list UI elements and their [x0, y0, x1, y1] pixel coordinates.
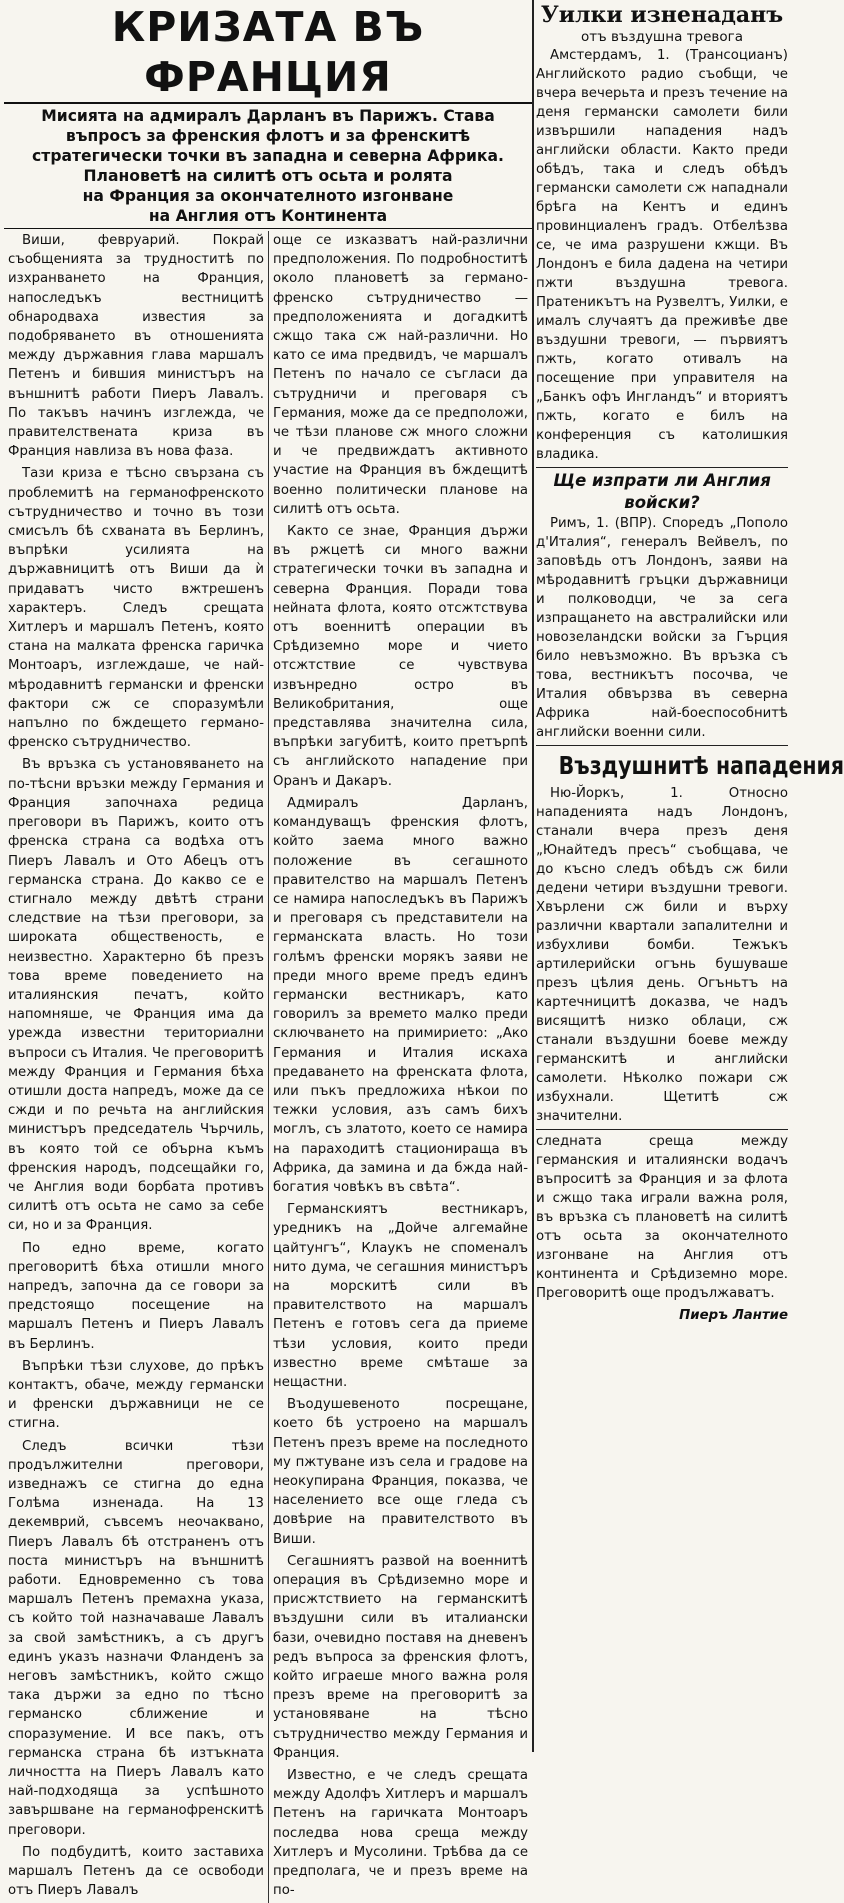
story-title: Въздушнитѣ нападения	[558, 751, 844, 780]
headline: КРИЗАТА ВЪ ФРАНЦИЯ	[4, 2, 532, 104]
story-body: Римъ, 1. (ВПР). Споредъ „Пополо д'Италия“, генералъ Вейвелъ, по заповѣдь отъ Лондонъ, заяви на мѣродавнитѣ гръцки държавници и полководци, че за сега изпращането на австралийски или новозеландски войски за Гърция било невъзможно. Въ връзка съ това, вестникътъ посочва, че Италия обвързва въ северна Африка най-боеспособнитѣ английски военни сили.	[536, 516, 788, 740]
subheadline-line: на Франция за окончателното изгонване	[82, 187, 454, 205]
story-subtitle: отъ въздушна тревога	[580, 29, 743, 45]
paragraph: още се изказватъ най-различни предположения. По подробноститѣ около плановетѣ за германо-френско сътрудничество — предположенията и догадкитѣ сжщо така сж най-различни. Но като се има предвидъ, че маршалъ Петенъ по начало се съгласи да сътрудничи и преговаря съ Германия, може да се предположи, че тѣзи планове сж много сложни и че предвиждатъ активното участие на Франция въ бждещитѣ военно политически планове на силитѣ отъ осьта.	[273, 233, 528, 517]
story-air-raids	[536, 748, 844, 1126]
paragraph: По едно време, когато преговоритѣ бѣха отишли много напредъ, започна да се говори за предстоящо посещение на маршалъ Петенъ и Пиеръ Лавалъ въ Берлинъ.	[8, 1240, 264, 1352]
paragraph: Германскиятъ вестникаръ, уредникъ на „Дойче алгемайне цайтунгъ“, Клаукъ не споменалъ нито дума, че сегашния министъръ на морскитѣ сили въ правителството на маршалъ Петенъ е готовъ сега да приеме тѣзи условия, които преди известно време смѣташе за нещастни.	[273, 1202, 528, 1390]
story-willkie	[536, 2, 788, 464]
story-title: Ще изпрати ли Англия войски?	[553, 471, 771, 512]
paragraph: По подбудитѣ, които заставиха маршалъ Петенъ да се освободи отъ Пиеръ Лавалъ	[8, 1844, 264, 1899]
story-troops	[536, 470, 788, 742]
paragraph: Въодушевеното посрещане, което бѣ устроено на маршалъ Петенъ презъ време на последното му пжтуване изъ села и градове на неокупирана Франция, показва, че населението все още гледа съ довѣрие на правителството въ Виши.	[273, 1397, 528, 1547]
paragraph: Адмиралъ Дарланъ, командуващъ френския флотъ, който заема много важно положение въ сегашното правителство на маршалъ Петенъ се намира напоследъкъ въ Парижъ и преговаря съ представители на германската власть. Но този голѣмъ френски морякъ заяви не преди много време предъ единъ германски вестникаръ, като говорилъ за времето малко преди сключването на примирието: „Ако Германия и Италия искаха предаването на френската флота, или пъкъ предложиха нѣкои по тежки условия, азъ самъ бихъ моглъ, съ златото, което се намира на параходитѣ стационираща въ Африка, да замина и да бжда най-богатия човѣкъ въ свѣта“.	[273, 795, 528, 1195]
paragraph: Виши, февруарий. Покрай съобщенията за трудноститѣ по изхранването на Франция, напоследъкъ вестницитѣ обнародваха известия за подобряването въ отношенията между държавния глава маршалъ Петенъ и бившия министъръ на външнитѣ работи Пиеръ Лавалъ. По такъвъ начинъ изглежда, че правителствената криза въ Франция навлиза въ нова фаза.	[8, 233, 264, 460]
article-column-1	[4, 231, 268, 1903]
paragraph: Тази криза е тѣсно свързана съ проблемитѣ на германофренското сътрудничество и точно въ този смисълъ бѣ схваната въ Берлинъ, въпрѣки усилията на държавницитѣ отъ Виши да ѝ придаватъ чисто вжтрешенъ характеръ. Следъ срещата Хитлеръ и маршалъ Петенъ, която стана на малката френска гаричка Монтоаръ, изглеждаше, че най-мѣродавнитѣ германски и френски фактори сж се споразумѣли напълно по бждещето германо-френско сътрудничество.	[8, 466, 264, 751]
paragraph: Следъ всички тѣзи продължителни преговори, изведнажъ се стигна до една Голѣма изненада. На 13 декемврий, съвсемъ неочаквано, Пиеръ Лавалъ бѣ отстраненъ отъ поста министъръ на външнитѣ работи. Едновременно съ това маршалъ Петенъ премахна указа, съ който той назначаваше Лавалъ за свой замѣстникъ, а съ другъ единъ указъ назначи Фланденъ за неговъ замѣстникъ, който сжщо така държи за едно по тѣсно германско сближение и споразумение. И все пакъ, отъ германска страна бѣ изтъкната личността на Пиеръ Лавалъ като най-подходяща за успѣшното завършване на германофренскитѣ преговори.	[8, 1438, 264, 1838]
column-divider	[532, 0, 534, 1752]
subheadline-line: Мисията на адмиралъ Дарланъ въ Парижъ. Става въпросъ за френския флотъ и за френскитѣ	[41, 107, 495, 145]
story-body: Амстердамъ, 1. (Трансоцианъ) Английското радио съобщи, че вчера вечерьта и презъ течение на деня германски самолети били извършили нападения надъ английски области. Както преди обѣдъ, така и следъ обѣдъ германски самолети сж нападнали брѣга на Кентъ и единъ провинциаленъ градъ. Отбелѣзва се, че има разрушени кжщи. Въ Лондонъ е била дадена на четири пжти въздушна тревога. Пратеникътъ на Рузвелтъ, Уилки, е ималъ случаятъ да преживѣе две въздушни тревоги, — първиятъ пжть, когато отивалъ на посещение при управителя на „Банкъ офъ Ингландъ“ и вториятъ пжть, когато е билъ на конференция съ католишкия владика.	[536, 48, 788, 462]
paragraph: Известно, е че следъ срещата между Адолфъ Хитлеръ и маршалъ Петенъ на гаричката Монтоаръ последва нова среща между Хитлеръ и Мусолини. Трѣбва да се предполага, че и презъ време на по-	[273, 1768, 528, 1899]
paragraph: Както се знае, Франция държи въ ржцетѣ си много важни стратегически точки въ западна и северна Франция. Поради това нейната флота, която отсжтствува отъ военнитѣ операции въ Срѣдиземно море и чието отсжтствие се чувствува извънредно остро въ Великобритания, още представлява значителна сила, въпрѣки загубитѣ, които претърпѣ съ английското нападение при Оранъ и Дакаръ.	[273, 524, 528, 789]
subheadline-line: на Англия отъ Континента	[148, 207, 388, 225]
main-article	[4, 2, 532, 1903]
author-signature: Пиеръ Лантие	[679, 1308, 788, 1323]
paragraph: Въ връзка съ установяването на по-тѣсни връзки между Германия и Франция започнаха редица преговори въ Парижъ, които отъ френска страна са водѣха отъ Пиеръ Лавалъ и Ото Абецъ отъ германска страна. До какво се е стигнало между двѣтѣ страни следствие на тѣзи преговори, за широката общественость, е неизвестно. Характерно бѣ презъ това време поведението на италиянския печатъ, който напомняше, че Франция има да урежда известни териториални въпроси съ Италия. Че преговоритѣ между Франция и Германия бѣха отишли доста напредъ, може да се сжди и по речьта на английския министъръ председатель Чърчиль, въ която той се обърна къмъ френския народъ, подсещайки го, че Англия води борбата противъ силитѣ отъ осьта не само за себе си, но и за Франция.	[8, 757, 264, 1234]
right-column	[536, 2, 844, 1328]
story-title: Уилки изненаданъ	[540, 2, 784, 28]
divider	[536, 467, 788, 468]
subheadline-line: стратегически точки въ западна и северна Африка. Плановетѣ на силитѣ отъ осьта и ролята	[32, 147, 504, 185]
article-column-2	[268, 231, 532, 1903]
paragraph: Сегашниятъ развой на военнитѣ операция въ Срѣдиземно море и присжтствието на германскитѣ въздушни сили въ италиански бази, очевидно поставя на дневенъ редъ въпроса за френския флотъ, който играеше много важна роля презъ време на преговоритѣ за установяване на тѣсно сътрудничество между Германия и Франция.	[273, 1553, 528, 1761]
story-body: Ню-Йоркъ, 1. Относно нападенията надъ Лондонъ, станали вчера презъ деня „Юнайтедъ пресъ“ съобщава, че до късно следъ обѣдъ сж били дедени четири въздушни тревоги. Хвърлени сж били и върху различни квартали запалителни и избухливи бомби. Тежъкъ артилерийски огънь бушуваше презъ цѣлия день. Огъньтъ на картечницитѣ доказва, че надъ висящитѣ низко облаци, сж станали въздушни боеве между германскитѣ и английски самолети. Нѣколко пожари сж избухнали. Щетитѣ сж значителни.	[536, 786, 788, 1124]
divider	[536, 745, 788, 746]
subheadline	[4, 106, 532, 229]
story-continuation	[536, 1132, 788, 1325]
paragraph: Въпрѣки тѣзи слухове, до прѣкъ контактъ, обаче, между германски и френски държавници не се стигна.	[8, 1358, 264, 1432]
article-columns	[4, 231, 532, 1903]
divider	[536, 1129, 788, 1130]
story-body: следната среща между германския и италиянски водачъ въпроситѣ за Франция и за флота и сжщо така играли важна роля, въ връзка съ плановетѣ на силитѣ отъ осьта за окончателното изгонване на Англия отъ континента и Срѣдиземно море. Преговоритѣ още продължаватъ.	[536, 1134, 788, 1301]
